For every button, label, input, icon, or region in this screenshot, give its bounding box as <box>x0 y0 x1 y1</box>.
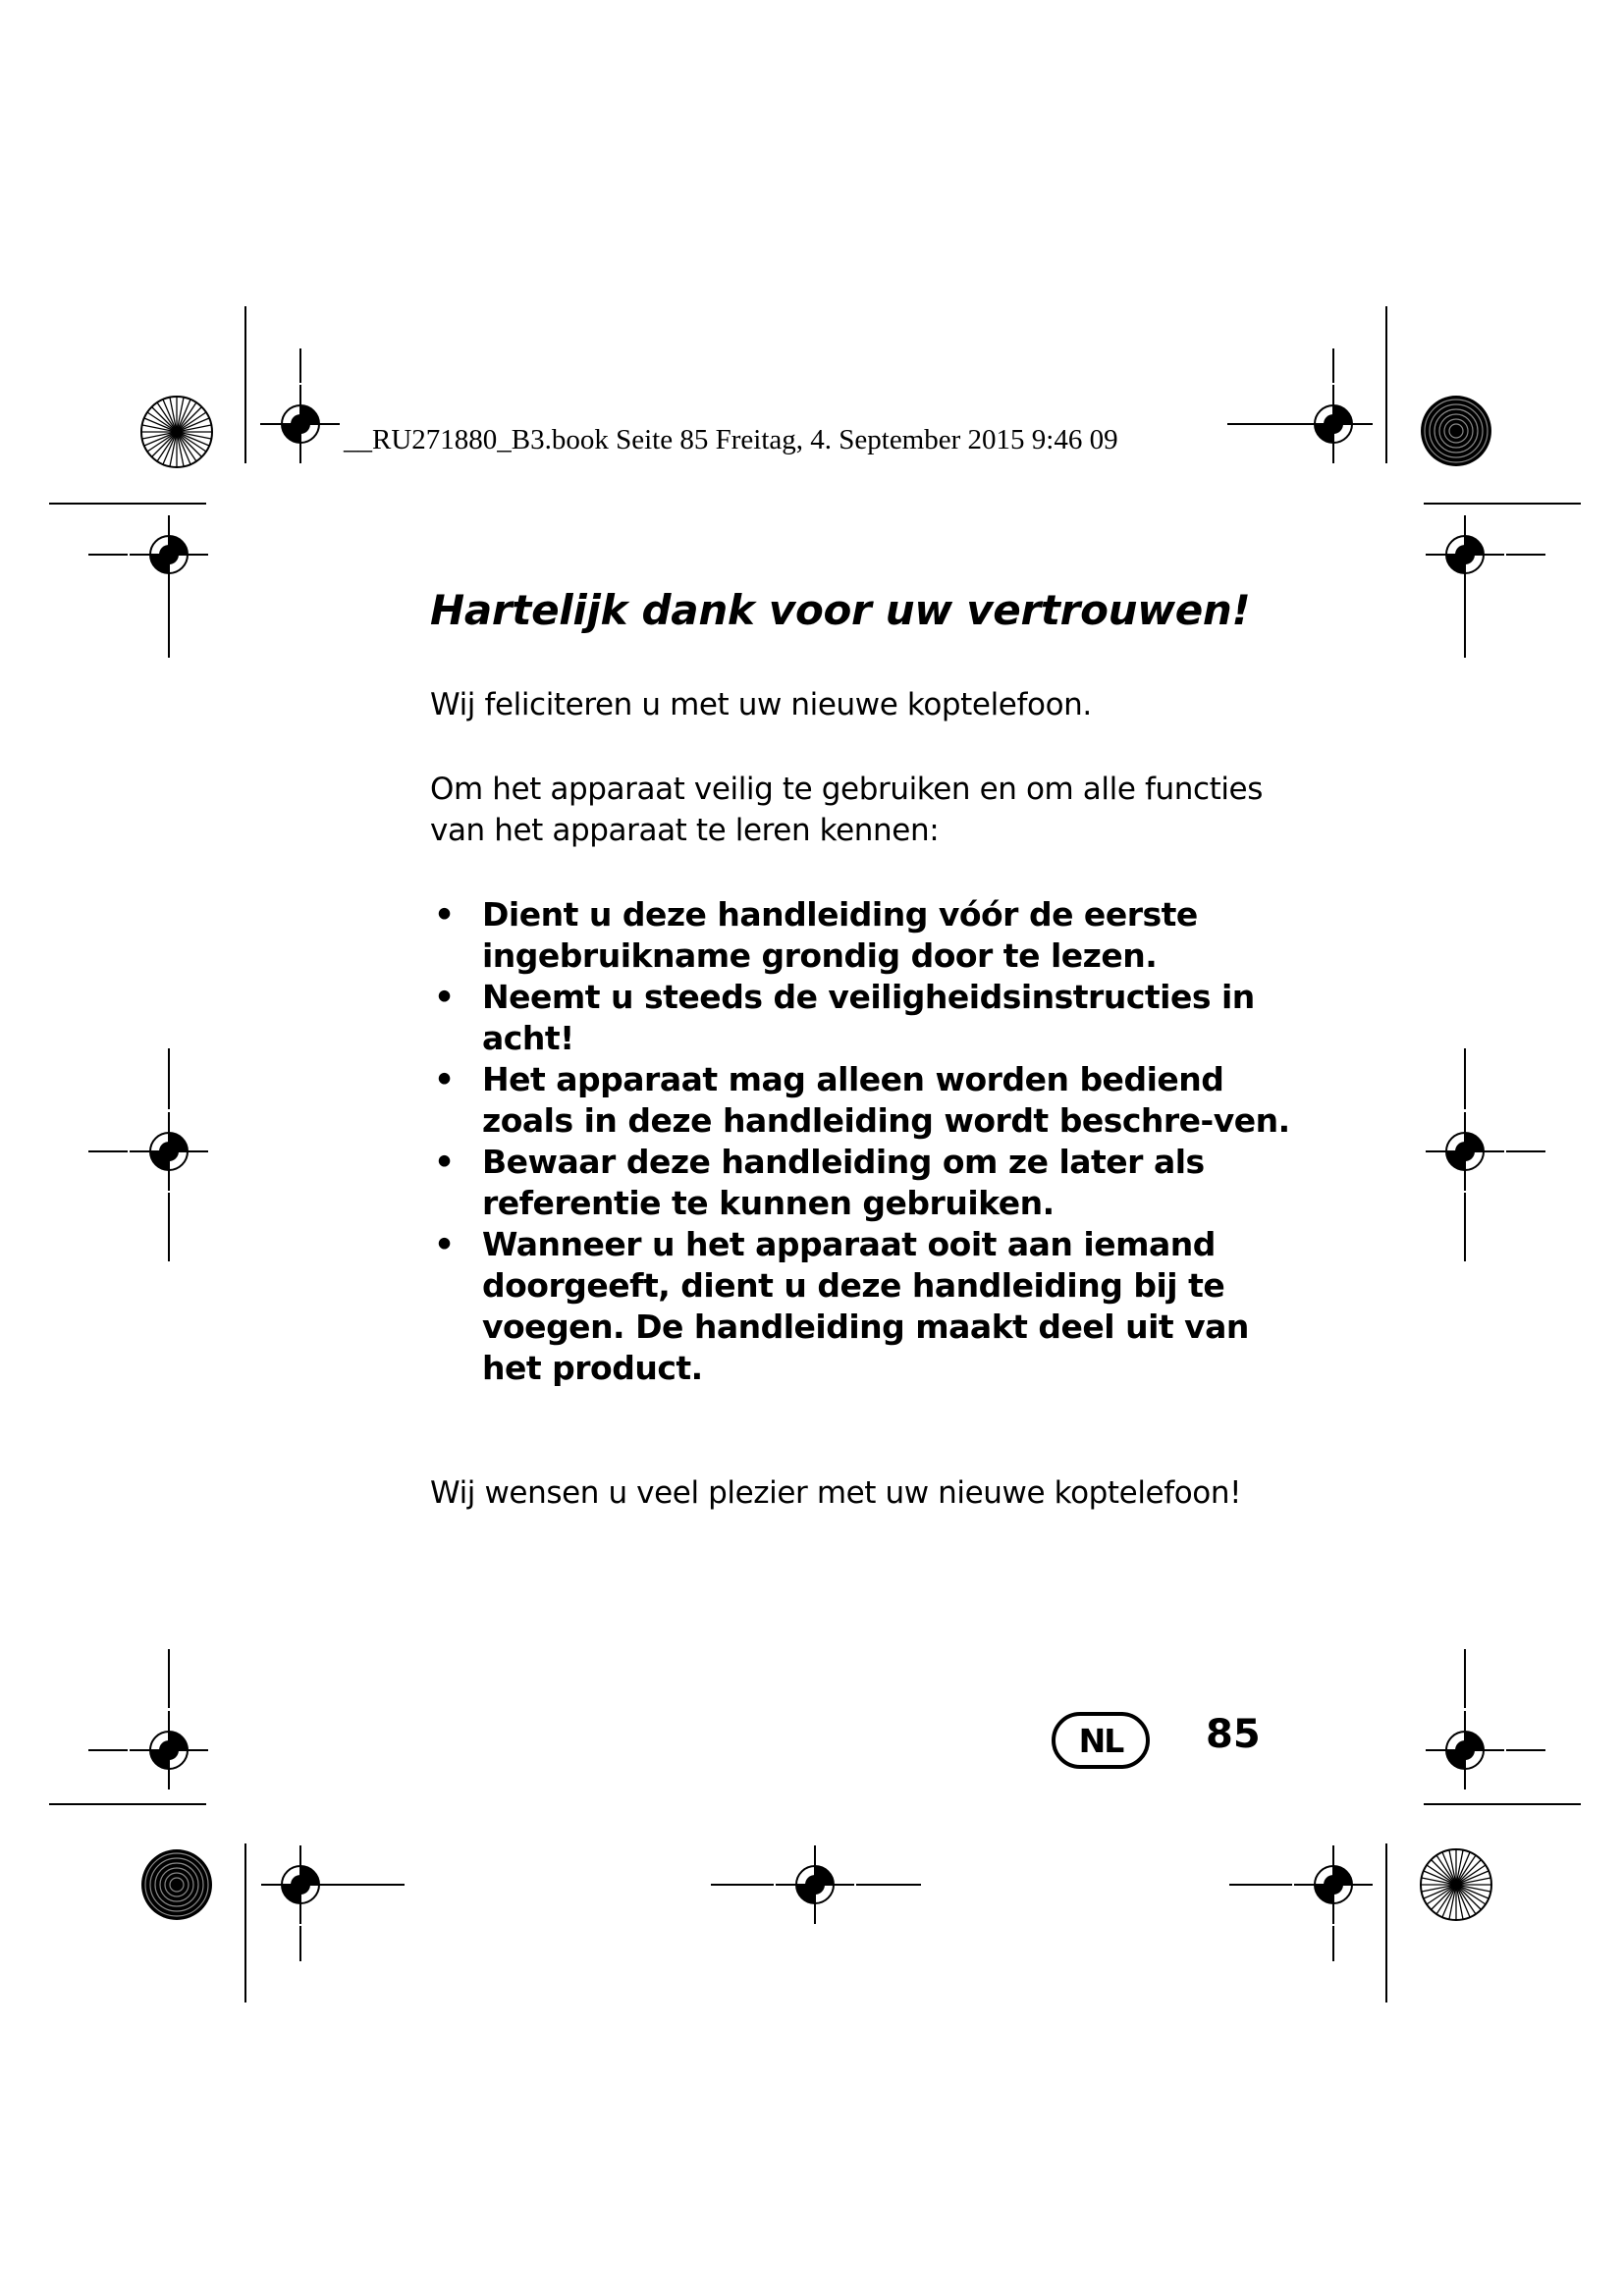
bullet-icon: • <box>434 1060 455 1098</box>
list-item-text: Dient u deze handleiding vóór de eerste ingebruikname grondig door te lezen. <box>482 895 1198 975</box>
print-header: __RU271880_B3.book Seite 85 Freitag, 4. September 2015 9:46 09 <box>344 424 1118 455</box>
purpose-paragraph: Om het apparaat veilig te gebruiken en om alle functies van het apparaat te leren kennen: <box>430 772 1263 848</box>
bullet-icon: • <box>434 978 455 1016</box>
list-item <box>430 1059 1314 1142</box>
bullet-icon: • <box>434 1225 455 1263</box>
list-item <box>430 1224 1314 1389</box>
list-item-text: Neemt u steeds de veiligheidsinstructies in acht! <box>482 978 1255 1057</box>
list-item <box>430 1142 1314 1224</box>
bullet-icon: • <box>434 895 455 934</box>
list-item-text: Wanneer u het apparaat ooit aan iemand doorgeeft, dient u deze handleiding bij te voegen. De handleiding maakt deel uit van het product. <box>482 1225 1249 1387</box>
instruction-list <box>430 894 1314 1389</box>
list-item <box>430 894 1314 977</box>
list-item-text: Bewaar deze handleiding om ze later als referentie te kunnen gebruiken. <box>482 1143 1205 1222</box>
intro-paragraph: Wij feliciteren u met uw nieuwe koptelefoon. <box>430 687 1092 722</box>
page-title: Hartelijk dank voor uw vertrouwen! <box>430 586 1251 634</box>
closing-paragraph: Wij wensen u veel plezier met uw nieuwe koptelefoon! <box>430 1475 1242 1511</box>
list-item <box>430 977 1314 1059</box>
list-item-text: Het apparaat mag alleen worden bediend zoals in deze handleiding wordt beschre-ven. <box>482 1060 1290 1140</box>
page-number: 85 <box>1206 1712 1261 1757</box>
language-badge: NL <box>1052 1712 1150 1769</box>
bullet-icon: • <box>434 1143 455 1181</box>
